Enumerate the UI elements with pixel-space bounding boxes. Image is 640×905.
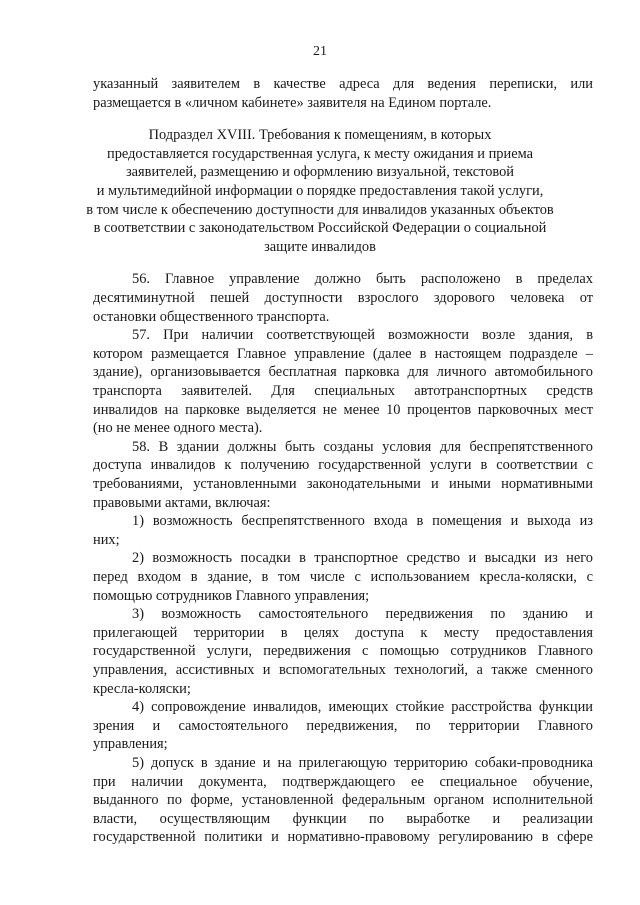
- list-item-5-line: выданного по форме, установленной федеральным органом исполнительной: [93, 792, 593, 808]
- list-item-4-line: управления;: [93, 736, 168, 752]
- paragraph-57-line: здание), организовывается бесплатная парковка для личного автомобильного: [93, 364, 593, 380]
- list-item-2-line: 2) возможность посадки в транспортное средство и высадки из него: [132, 550, 593, 566]
- paragraph-58-line: доступа инвалидов к получению государственной услуги в соответствии с: [93, 457, 593, 473]
- paragraph-57-line: инвалидов на парковке выделяется не менее 10 процентов парковочных мест: [93, 402, 593, 418]
- list-item-4-line: 4) сопровождение инвалидов, имеющих стойкие расстройства функции: [132, 699, 593, 715]
- list-item-3-line: прилегающей территории в целях доступа к месту предоставления: [93, 625, 593, 641]
- list-item-3-line: управления, ассистивных и вспомогательных технологий, а также сменного: [93, 662, 593, 678]
- paragraph-58-line: правовыми актами, включая:: [93, 495, 271, 511]
- list-item-1-line: 1) возможность беспрепятственного входа в помещения и выхода из: [132, 513, 593, 529]
- section-heading-line: защите инвалидов: [264, 239, 376, 255]
- page-number: 21: [313, 44, 327, 59]
- paragraph-57-line: (но не менее одного места).: [93, 420, 263, 436]
- paragraph-58-line: 58. В здании должны быть созданы условия для беспрепятственного: [132, 439, 593, 455]
- list-item-1-line: них;: [93, 532, 120, 548]
- list-item-2-line: помощью сотрудников Главного управления;: [93, 588, 370, 604]
- list-item-5-line: власти, осуществляющим функции по выработке и реализации: [93, 811, 593, 827]
- list-item-4-line: зрения и самостоятельного передвижения, по территории Главного: [93, 718, 593, 734]
- section-heading-line: предоставляется государственная услуга, к месту ожидания и приема: [107, 146, 533, 162]
- section-heading-line: заявителей, размещению и оформлению визуальной, текстовой: [125, 164, 515, 180]
- list-item-2-line: перед входом в здание, в том числе с использованием кресла-коляски, с: [93, 569, 593, 585]
- list-item-5-line: при наличии документа, подтверждающего ее специальное обучение,: [93, 774, 593, 790]
- intro-line: указанный заявителем в качестве адреса для ведения переписки, или: [93, 76, 593, 92]
- paragraph-57-line: транспорта заявителей. Для специальных автотранспортных средств: [93, 383, 593, 399]
- section-heading-line: в том числе к обеспечению доступности для инвалидов указанных объектов: [86, 202, 554, 218]
- list-item-3-line: государственной услуги, передвижения с помощью сотрудников Главного: [93, 643, 593, 659]
- list-item-3-line: кресла-коляски;: [93, 681, 191, 697]
- list-item-5-line: государственной политики и нормативно-правовому регулированию в сфере: [93, 829, 593, 845]
- list-item-3-line: 3) возможность самостоятельного передвижения по зданию и: [132, 606, 593, 622]
- list-item-5-line: 5) допуск в здание и на прилегающую территорию собаки-проводника: [132, 755, 593, 771]
- paragraph-56-line: десятиминутной пешей доступности взрослого здорового человека от: [93, 290, 593, 306]
- paragraph-58-line: требованиями, установленными законодательными и иными нормативными: [93, 476, 593, 492]
- paragraph-56-line: остановки общественного транспорта.: [93, 309, 330, 325]
- section-heading-line: Подраздел XVIII. Требования к помещениям, в которых: [148, 127, 492, 143]
- paragraph-57-line: 57. При наличии соответствующей возможности возле здания, в: [132, 327, 593, 343]
- section-heading-line: и мультимедийной информации о порядке предоставления такой услуги,: [96, 183, 544, 199]
- paragraph-57-line: котором размещается Главное управление (далее в настоящем подразделе –: [93, 346, 593, 362]
- intro-line: размещается в «личном кабинете» заявителя на Едином портале.: [93, 95, 492, 111]
- paragraph-56-line: 56. Главное управление должно быть расположено в пределах: [132, 271, 593, 287]
- section-heading-line: в соответствии с законодательством Российской Федерации о социальной: [93, 220, 547, 236]
